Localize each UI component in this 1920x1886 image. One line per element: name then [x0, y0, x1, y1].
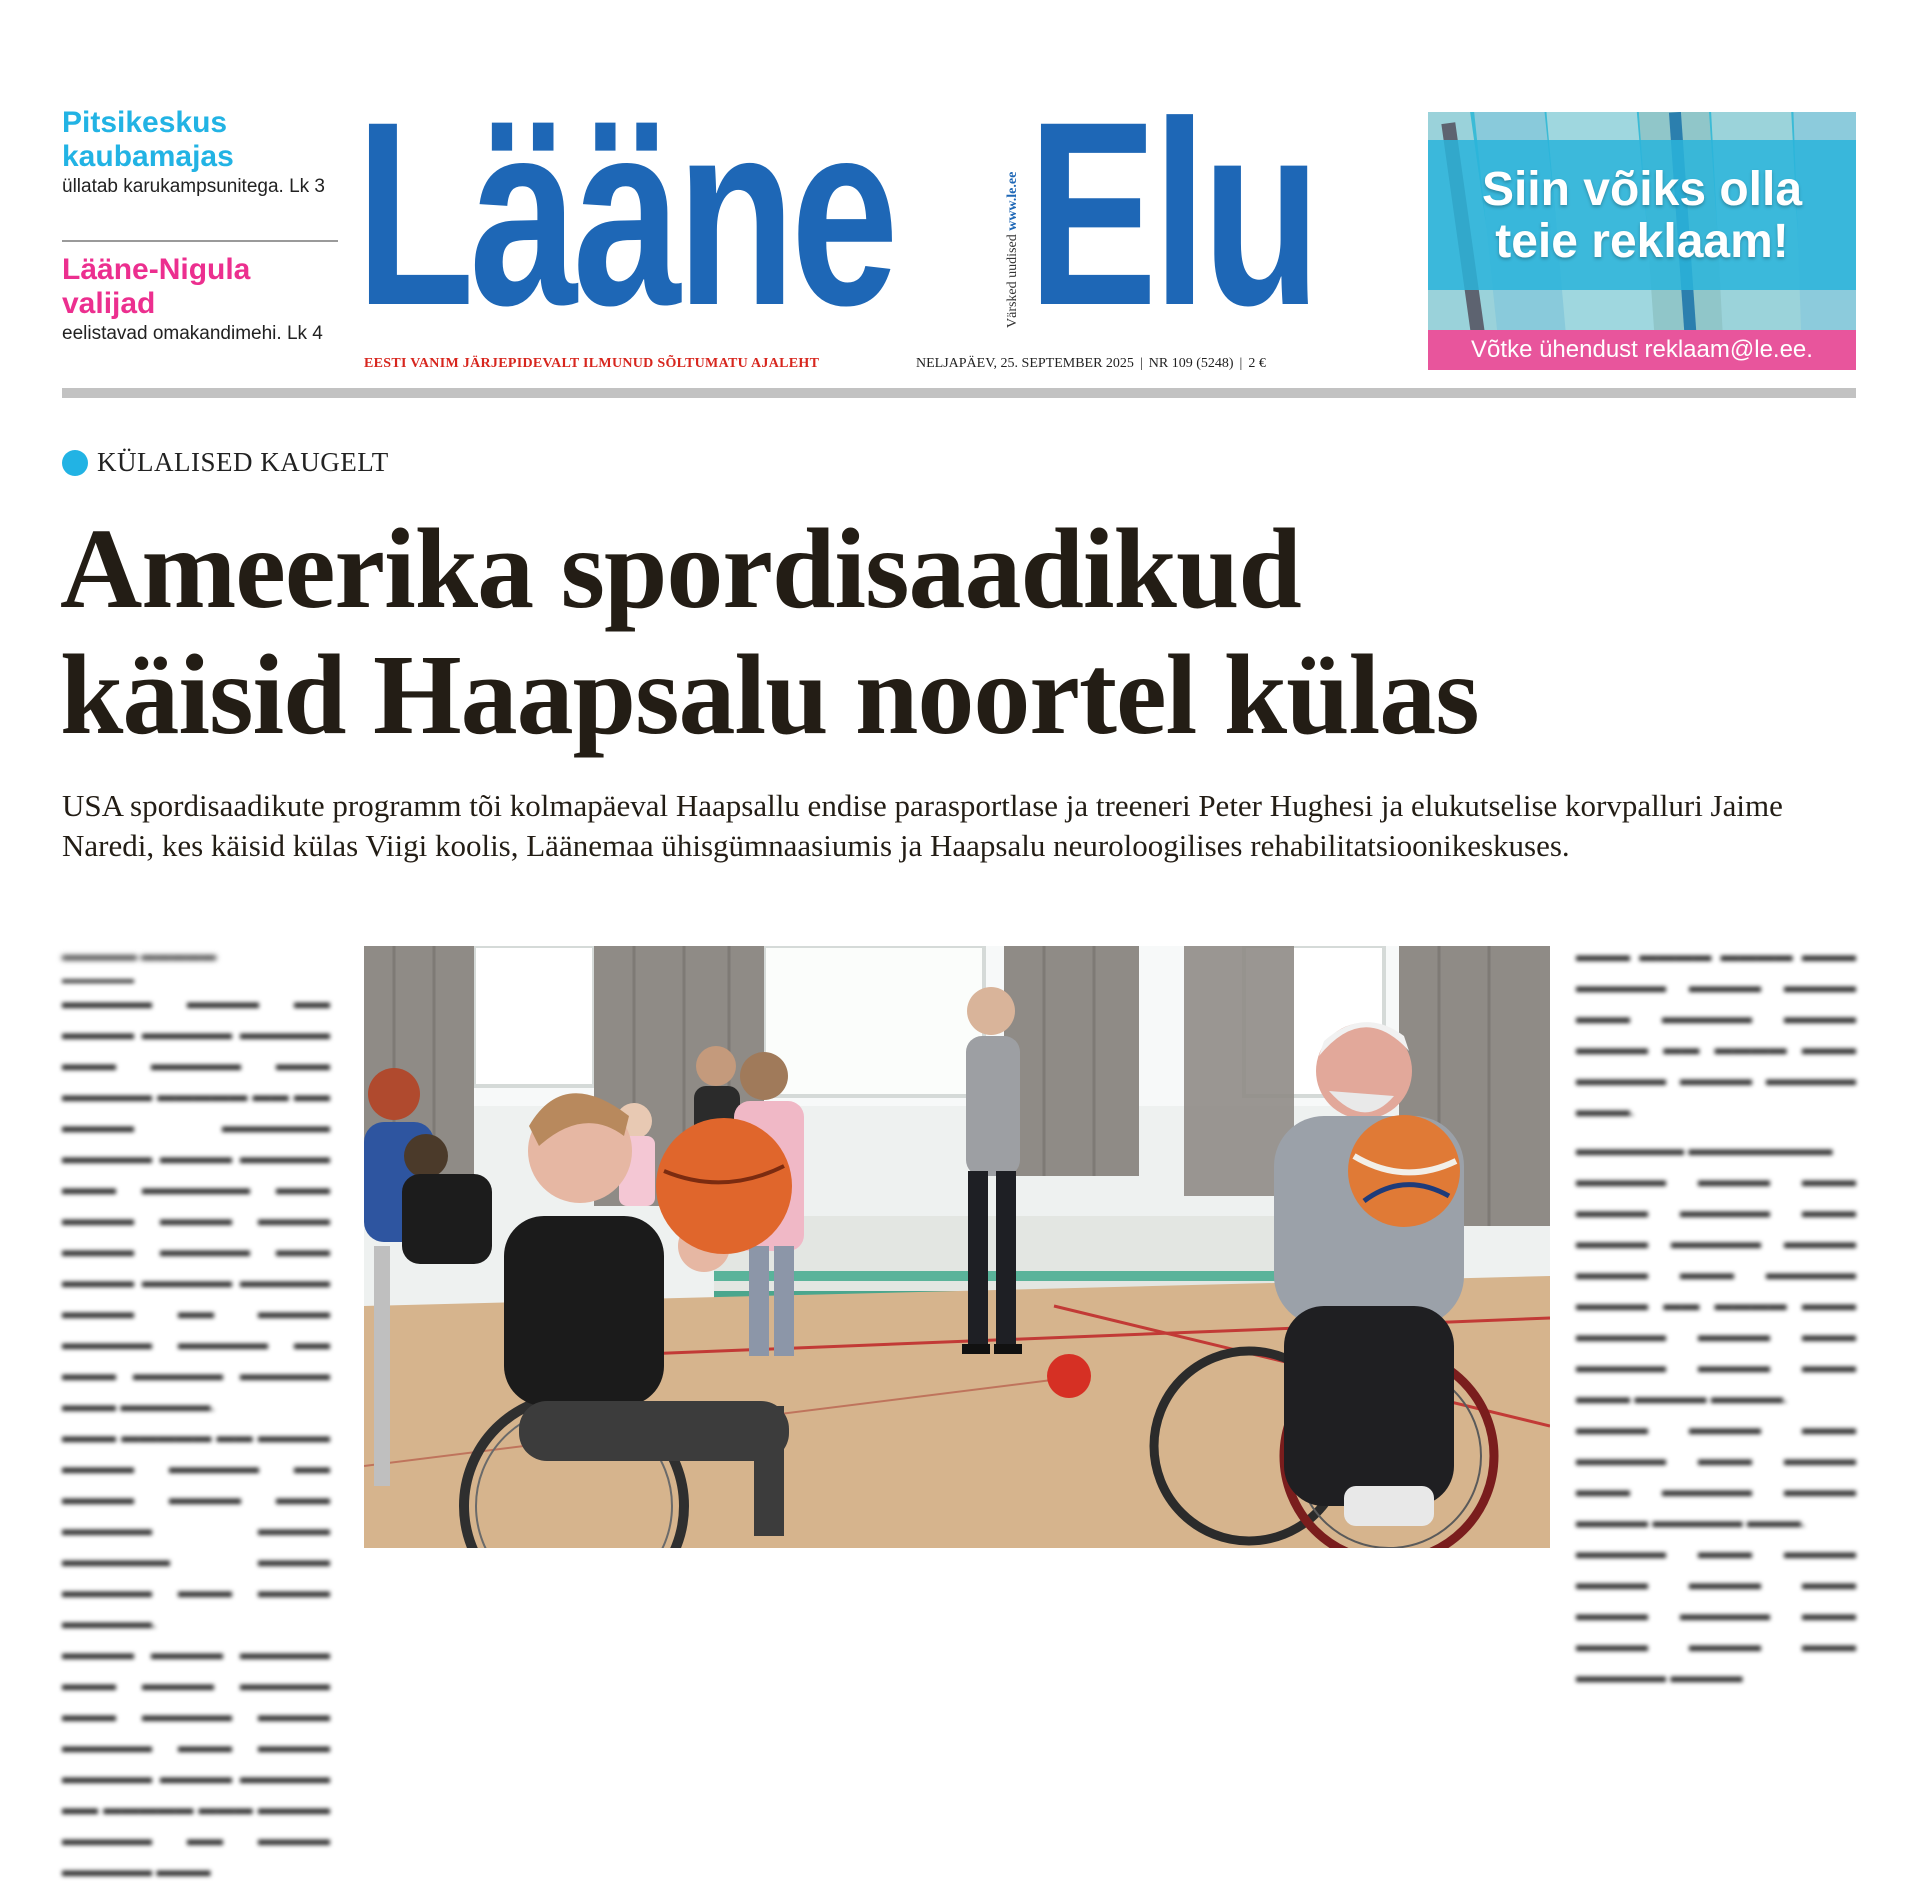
- teaser-divider: [62, 240, 338, 242]
- masthead-title-part1: Lääne: [356, 67, 895, 360]
- issue-price: 2 €: [1248, 356, 1266, 371]
- kicker-dot: [62, 450, 88, 476]
- teaser-pitsikeskus[interactable]: [62, 106, 342, 200]
- side-url[interactable]: www.le.ee: [1005, 171, 1020, 231]
- article-photo[interactable]: [364, 946, 1550, 1548]
- masthead-tagline: EESTI VANIM JÄRJEPIDEVALT ILMUNUD SÕLTUMATU AJALEHT: [364, 356, 820, 371]
- masthead-dateline: NELJAPÄEV, 25. SEPTEMBER 2025 | NR 109 (5248) | 2 €: [916, 356, 1266, 371]
- teaser-title: Lääne-Nigula valijad: [62, 253, 251, 320]
- teaser-title: Pitsikeskus kaubamajas: [62, 106, 234, 173]
- article-body-left-blurred: ▬▬▬▬▬ ▬▬▬▬▬ ▬▬▬▬▬▬ ▬▬▬▬▬ ▬▬▬▬ ▬▬ ▬▬▬▬ ▬▬▬▬▬ ▬▬▬▬▬ ▬▬▬ ▬▬▬▬▬ ▬▬▬ ▬▬▬▬▬ ▬▬▬▬▬ ▬▬ ▬▬ ▬▬▬▬ ▬▬▬▬▬▬ ▬▬▬▬▬ ▬▬▬▬ ▬▬▬▬▬ ▬▬▬ ▬▬▬▬▬▬ ▬▬▬ ▬▬▬▬ ▬▬▬▬ ▬▬▬▬ ▬▬▬▬ ▬▬▬▬▬ ▬▬▬ ▬▬▬▬ ▬▬▬▬▬ ▬▬▬▬▬ ▬▬▬▬ ▬▬ ▬▬▬▬ ▬▬▬▬▬ ▬▬▬▬▬ ▬▬ ▬▬▬ ▬▬▬▬▬ ▬▬▬▬▬ ▬▬▬ ▬▬▬▬▬. ▬▬▬ ▬▬▬▬▬ ▬▬ ▬▬▬▬ ▬▬▬▬ ▬▬▬▬▬ ▬▬ ▬▬▬▬ ▬▬▬▬ ▬▬▬ ▬▬▬▬▬ ▬▬▬▬ ▬▬▬▬▬▬ ▬▬▬▬ ▬▬▬▬▬ ▬▬▬ ▬▬▬▬ ▬▬▬▬▬. ▬▬▬▬ ▬▬▬▬ ▬▬▬▬▬ ▬▬▬ ▬▬▬▬ ▬▬▬▬▬ ▬▬▬ ▬▬▬▬▬ ▬▬▬▬ ▬▬▬▬▬ ▬▬▬ ▬▬▬▬ ▬▬▬▬▬ ▬▬▬▬ ▬▬▬▬▬ ▬▬ ▬▬▬▬▬ ▬▬▬ ▬▬▬▬ ▬▬▬▬▬ ▬▬ ▬▬▬▬ ▬▬▬▬▬ ▬▬▬: [62, 947, 330, 1880]
- teaser-laane-nigula[interactable]: [62, 253, 342, 347]
- article-headline-line2[interactable]: käisid Haapsalu noortel külas: [60, 631, 1479, 758]
- issue-number: NR 109 (5248): [1148, 356, 1234, 371]
- masthead-title-part2: Elu: [1028, 67, 1317, 360]
- ad-headline-line2: teie reklaam!: [1495, 215, 1789, 268]
- ad-contact-text[interactable]: Võtke ühendust reklaam@le.ee.: [1471, 336, 1813, 363]
- masthead-rule: [62, 388, 1856, 398]
- article-kicker: KÜLALISED KAUGELT: [97, 447, 389, 477]
- teaser-text: eelistavad omakandimehi. Lk 4: [62, 323, 323, 344]
- side-text: Värsked uudised: [1005, 234, 1020, 328]
- ad-headline-line1: Siin võiks olla: [1481, 163, 1803, 216]
- advertisement-banner[interactable]: [1428, 112, 1856, 370]
- article-body-right-blurred: ▬▬▬ ▬▬▬▬ ▬▬▬▬ ▬▬▬ ▬▬▬▬▬ ▬▬▬▬ ▬▬▬▬ ▬▬▬ ▬▬▬▬▬ ▬▬▬▬ ▬▬▬▬ ▬▬ ▬▬▬▬ ▬▬▬ ▬▬▬▬▬ ▬▬▬▬ ▬▬▬▬▬ ▬▬▬. ▬▬▬▬▬▬ ▬▬▬▬▬▬▬▬ ▬▬▬▬▬ ▬▬▬▬ ▬▬▬ ▬▬▬▬ ▬▬▬▬▬ ▬▬▬ ▬▬▬▬ ▬▬▬▬▬ ▬▬▬▬ ▬▬▬▬ ▬▬▬ ▬▬▬▬▬ ▬▬▬▬ ▬▬ ▬▬▬▬ ▬▬▬ ▬▬▬▬▬ ▬▬▬▬ ▬▬▬ ▬▬▬▬▬ ▬▬▬▬ ▬▬▬ ▬▬▬ ▬▬▬▬ ▬▬▬▬. ▬▬▬▬ ▬▬▬▬ ▬▬▬ ▬▬▬▬▬ ▬▬▬ ▬▬▬▬ ▬▬▬ ▬▬▬▬▬ ▬▬▬▬ ▬▬▬▬ ▬▬▬▬▬ ▬▬▬. ▬▬▬▬▬ ▬▬▬ ▬▬▬▬ ▬▬▬▬ ▬▬▬▬ ▬▬▬ ▬▬▬▬ ▬▬▬▬▬ ▬▬▬ ▬▬▬▬ ▬▬▬▬ ▬▬▬ ▬▬▬▬▬ ▬▬▬▬: [1576, 945, 1856, 1686]
- teaser-text: üllatab karukampsunitega. Lk 3: [62, 176, 325, 197]
- issue-date: NELJAPÄEV, 25. SEPTEMBER 2025: [916, 356, 1134, 371]
- article-lede: USA spordisaadikute programm tõi kolmapäeval Haapsallu endise parasportlase ja treeneri Peter Hughesi ja elukutselise korvpalluri Jaime Naredi, kes käisid külas Viigi koolis, Läänemaa ühisgümnaasiumis ja Haapsalu neuroloogilises rehabilitatsioonikeskuses.: [62, 788, 1783, 863]
- article-headline-line1[interactable]: Ameerika spordisaadikud: [60, 505, 1301, 632]
